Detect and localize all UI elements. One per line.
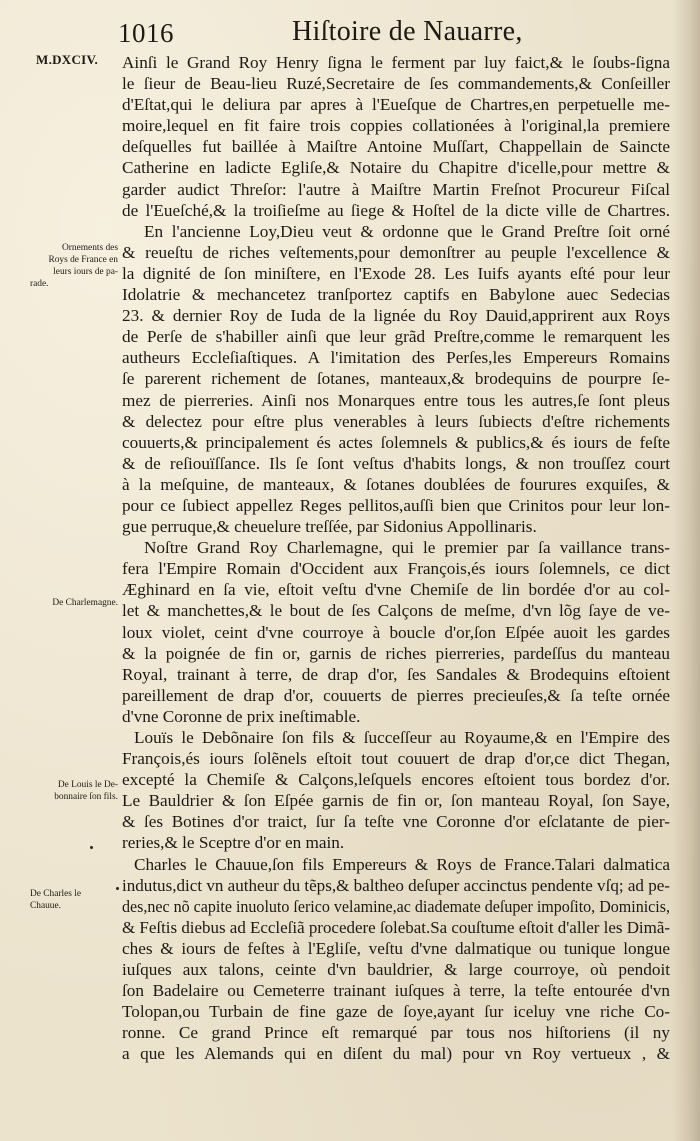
text-line: & reueſtu de riches veſtements,pour demonſtrer au peuple l'excellence & [122, 242, 670, 262]
margin-note-line: rade. [30, 279, 49, 289]
text-line: de Perſe de s'habiller ainſi que leur grãd Preſtre,comme le remarquent les [122, 327, 670, 347]
text-line: pareillement de drap d'or, couuerts de pierres precieuſes,& ſa teſte ornée [122, 685, 670, 705]
text-line: Tolopan,ou Turbain de fine gaze de ſoye,ayant ſur iceluy vne riche Co- [122, 1002, 670, 1022]
text-line: Æghinard en ſa vie, eſtoit veſtu d'vne Chemiſe de lin bordée d'or au col- [122, 580, 670, 600]
text-line: pour ce ſubiect appellez Reges pellitos,auſſi bien que Crinitos pour leur lon- [122, 495, 670, 515]
text-line: & delectez pour eſtre plus venerables à leurs ſubiects d'eſtre richements [122, 411, 670, 431]
text-line: d'Eſtat,qui le deliura par apres à l'Eueſque de Chartres,en perpetuelle me- [122, 95, 670, 115]
text-line: & de reſiouïſſance. Ils ſe ſont veſtus d'habits longs, & non trouſſez court [122, 453, 670, 473]
margin-note-ornements [30, 242, 118, 290]
text-line: & ſes Botines d'or traict, ſur ſa teſte vne Coronne d'or eſclatante de pier- [122, 812, 670, 832]
text-line: Ainſi le Grand Roy Henry ſigna le ferment par luy faict,& le ſoubs-ſigna [122, 53, 670, 72]
margin-year: M.DXCIV. [36, 52, 99, 67]
text-line: autheurs Eccleſiaſtiques. A l'imitation des Perſes,les Empereurs Romains [122, 348, 670, 368]
margin-note-louis [30, 779, 118, 803]
margin-note-line: Roys de France en [48, 255, 118, 265]
text-line: garder audict Threſor: l'autre à Maiſtre Martin Freſnot Procureur Fiſcal [122, 179, 670, 199]
margin-dot-mark [116, 887, 119, 890]
text-line: Royal, trainant à terre, de drap d'or, ſes Sandales & Brodequins eſtoient [122, 664, 670, 684]
page-gutter-shadow [672, 0, 700, 1141]
page-number: 1016 [118, 18, 174, 48]
text-line: deſquelles fut baillée à Maiſtre Antoine Muſſart, Chappellain de Saincte [122, 137, 670, 157]
margin-note-line: De Charles le [30, 889, 82, 899]
margin-note-line: leurs iours de pa- [53, 267, 118, 277]
text-line: & la poignée de fin or, garnis de riches pierreries, pardeſſus du manteau [122, 643, 670, 663]
text-line: reries,& le Sceptre d'or en main. [122, 833, 345, 853]
margin-note-line: Ornements des [62, 243, 118, 253]
text-line: ſe parerent richement de ſotanes, manteaux,& brodequins de pourpre ſe- [122, 369, 670, 389]
text-line: des,nec nõ capite inuoluto ſerico velamine,ac diademate deſuper impoſito, Dominicis, [122, 896, 670, 916]
text-line: Noſtre Grand Roy Charlemagne, qui le premier par ſa vaillance trans- [144, 538, 670, 558]
text-line: à la meſquine, de manteaux, & ſotanes doublées de fourures exquiſes, & [122, 474, 670, 494]
text-line: mez de pierreries. Ainſi nos Monarques entre tous les autres,ſe ſont pleus [122, 390, 670, 410]
text-line: ſon Badelaire ou Cemeterre trainant iuſques à terre, la teſte entourée d'vn [122, 981, 670, 1001]
text-line: ronne. Ce grand Prince eſt remarqué par tous nos hiſtoriens (il ny [122, 1023, 670, 1043]
text-line: loux violet, ceint d'vne courroye à boucle d'or,ſon Eſpée auoit les gardes [122, 622, 670, 642]
text-line: Louïs le Debõnaire ſon fils & ſucceſſeur au Royaume,& en l'Empire des [134, 728, 670, 747]
text-line: moire,lequel en fit faire trois coppies collationées à l'original,la premiere [122, 116, 670, 136]
text-line: a que les Alemands qui en diſent du mal) pour vn Roy vertueux , & [122, 1044, 670, 1064]
text-line: iuſques aux talons, ceinte d'vn bauldrier, & large courroye, où pendoit [122, 960, 670, 980]
margin-note-line: De Louis le De- [57, 780, 118, 790]
text-line: de l'Eueſché,& la troiſieſme au ſiege & Hoſtel de la dicte ville de Chartres. [122, 200, 670, 220]
text-line: la dignité de ſon miniſtere, en l'Exode 28. Les Iuifs ayants eſté pour leur [122, 263, 670, 283]
running-title: Hiſtoire de Nauarre, [292, 16, 523, 47]
margin-note-line: bonnaire ſon fils. [54, 792, 118, 802]
text-line: Charles le Chauue,ſon fils Empereurs & Roys de France.Talari dalmatica [134, 854, 670, 874]
text-line: let & manchettes,& le bout de ſes Calçons de meſme, d'vn lõg ſaye de ve- [122, 601, 670, 621]
text-line: 23. & dernier Roy de Iuda de la lignée du Roy Dauid,apprirent aux Roys [122, 306, 670, 326]
margin-note-charlemagne [30, 597, 118, 609]
body-text [122, 52, 670, 1065]
text-line: Idolatrie & mechancetez tranſportez captifs en Babylone auec Sedecias [122, 285, 670, 305]
margin-note-line: Chauue. [30, 901, 61, 911]
text-line: Le Bauldrier & ſon Eſpée garnis de fin or, ſon manteau Royal, ſon Saye, [122, 791, 670, 811]
margin-note-line: De Charlemagne. [52, 598, 118, 608]
text-line: couuerts,& principalement és actes ſolemnels & publics,& és iours de feſte [122, 432, 670, 452]
text-line: indutus,dict vn autheur du tẽps,& baltheo deſuper accinctus pendente vſq; ad pe- [122, 875, 670, 895]
text-line: excepté la Chemiſe & Calçons,leſquels encores eſtoient tous bordez d'or. [122, 770, 670, 790]
margin-dot-mark [90, 846, 93, 849]
text-line: & Feſtis diebus ad Eccleſiã procedere ſolebat.Sa couſtume eſtoit d'aller les Dimã- [122, 917, 670, 937]
text-line: François,és iours ſolẽnels eſtoit tout couuert de drap d'or,ce dict Thegan, [122, 749, 670, 769]
margin-note-charles [30, 888, 118, 912]
text-line: d'vne Coronne de prix ineſtimable. [122, 706, 361, 726]
text-line: Catherine en ladicte Egliſe,& Notaire du Chapitre d'icelle,pour mettre & [122, 158, 670, 178]
text-line: fera l'Empire Romain d'Occident aux François,és iours ſolemnels, ce dict [122, 559, 670, 579]
text-line: le ſieur de Beau-lieu Ruzé,Secretaire de ſes commandements,& Conſeiller [122, 74, 670, 94]
text-line: ches & iours de feſtes à l'Egliſe, veſtu d'vne dalmatique ou tunique longue [122, 938, 670, 958]
page-header [0, 18, 700, 54]
text-line: En l'ancienne Loy,Dieu veut & ordonne que le Grand Preſtre ſoit orné [144, 221, 670, 241]
text-line: gue perruque,& cheuelure treſſée, par Sidonius Appollinaris. [122, 517, 537, 537]
